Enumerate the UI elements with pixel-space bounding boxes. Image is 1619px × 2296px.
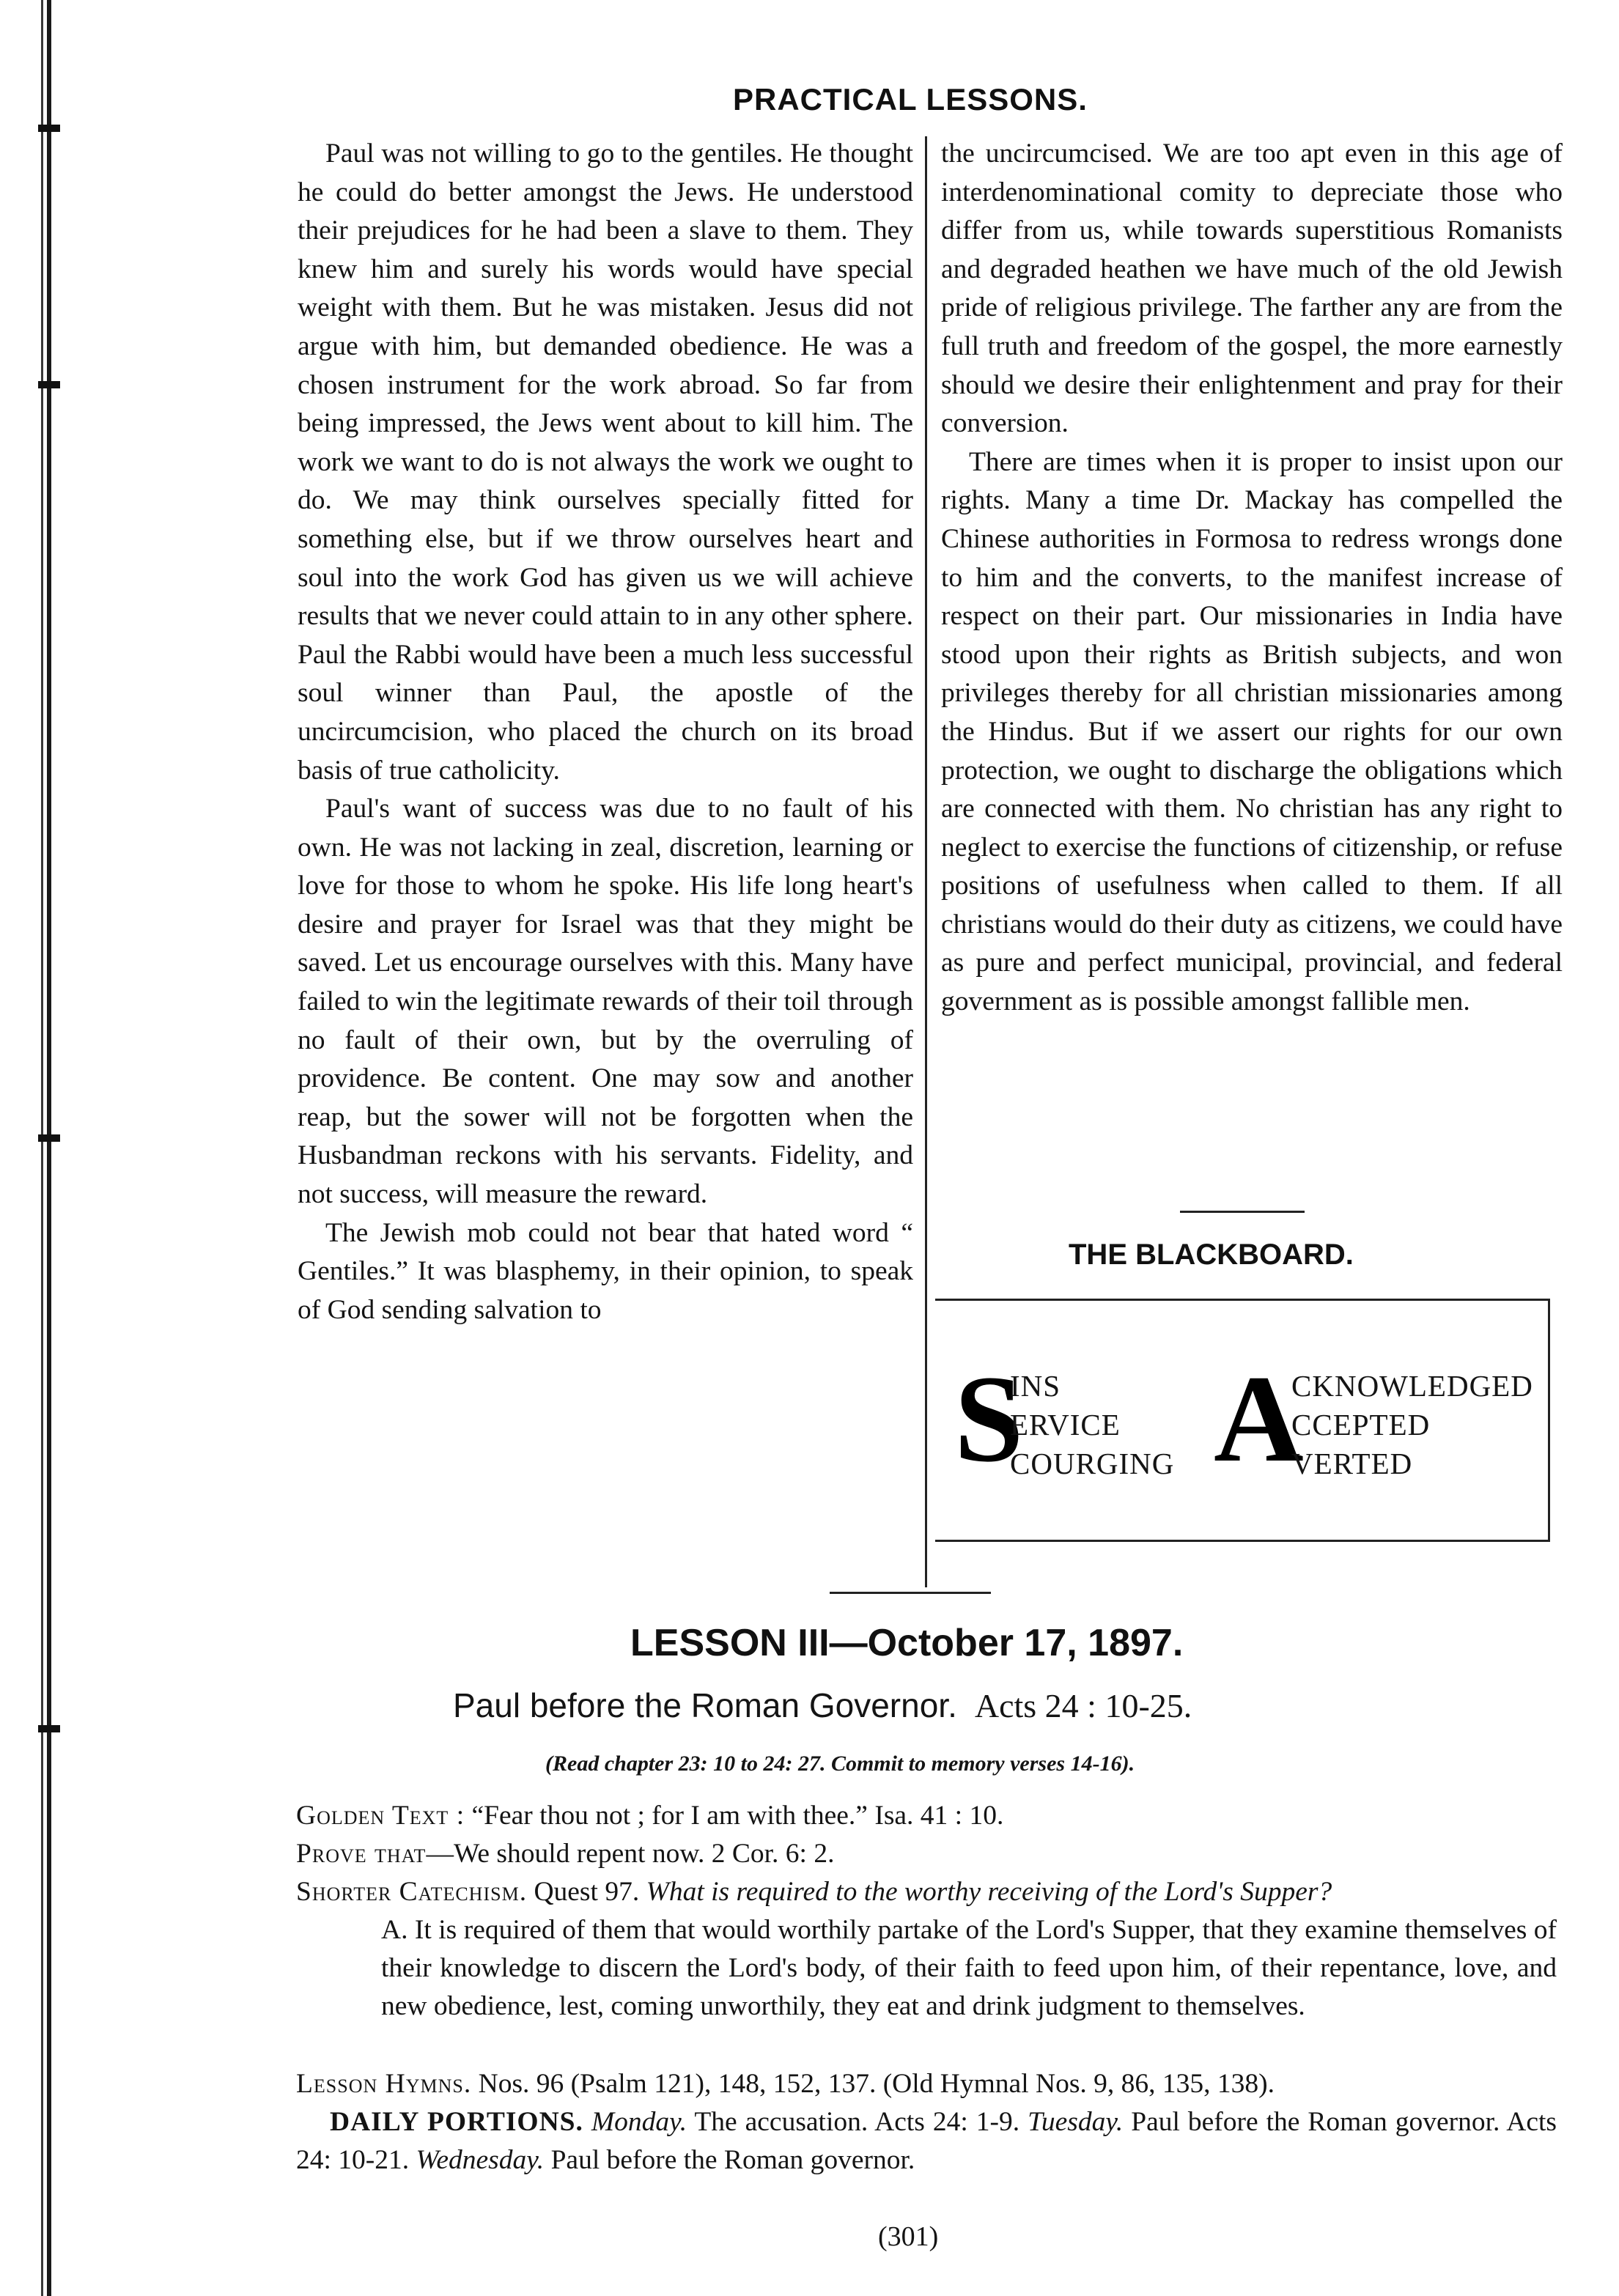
blackboard-word: CKNOWLEDGED [1291, 1369, 1533, 1403]
lesson-title: LESSON III—October 17, 1897. [630, 1622, 1184, 1664]
catechism-quest: Quest 97. [534, 1877, 640, 1907]
page-number: (301) [878, 2221, 939, 2252]
left-column [298, 135, 913, 1329]
daily-reading: The accusation. Acts 24: 1-9. [694, 2107, 1020, 2137]
golden-text-label: Golden Text : [296, 1801, 465, 1831]
page-binding-edge [47, 0, 51, 2296]
running-head: PRACTICAL LESSONS. [733, 82, 1088, 117]
daily-day: Wednesday. [416, 2145, 545, 2175]
blackboard-word: COURGING [1010, 1447, 1175, 1480]
paragraph: The Jewish mob could not bear that hated word “ Gentiles.” It was blasphemy, in their opinion, to speak of God sending salvation to [298, 1217, 913, 1325]
binding-mark [38, 381, 60, 388]
blackboard-left-initial: S [954, 1350, 1024, 1488]
blackboard-word: ERVICE [1010, 1408, 1121, 1442]
paragraph: There are times when it is proper to insist upon our rights. Many a time Dr. Mackay has compelled the Chinese authorities in Formosa to redress wrongs done to him and the converts, to the manifest increase of respect on their part. Our missionaries in India have stood upon their rights as British subjects, and won privileges thereby for all christian missionaries among the Hindus. But if we assert our rights for our own protection, we ought to discharge the obligations which are connected with them. No christian has any right to neglect to exercise the functions of citizenship, or refuse positions of usefulness when called to them. If all christians would do their duty as citizens, we could have as pure and perfect municipal, provincial, and federal government as is possible amongst fallible men. [941, 446, 1563, 1017]
paragraph: Paul was not willing to go to the gentiles. He thought he could do better amongst the Jews. He understood their prejudices for he had been a slave to them. They knew him and surely his words would have special weight with them. But he was mistaken. Jesus did not argue with him, but demanded obedience. He was a chosen instrument for the work abroad. So far from being impressed, the Jews went about to kill him. The work we want to do is not always the work we ought to do. We may think ourselves specially fitted for something else, but if we throw ourselves heart and soul into the work God has given us we will achieve results that we never could attain to in any other sphere. Paul the Rabbi would have been a much less successful soul winner than Paul, the apostle of the uncircumcision, who placed the church on its broad basis of true catholicity. [298, 139, 913, 786]
daily-label: DAILY PORTIONS. [330, 2107, 583, 2137]
catechism-label: Shorter Catechism. [296, 1877, 528, 1907]
lesson-scripture: Acts 24 : 10-25. [974, 1687, 1192, 1724]
catechism-question: What is required to the worthy receiving of the Lord's Supper? [646, 1877, 1332, 1907]
column-divider [925, 136, 927, 1587]
blackboard-word: CCEPTED [1291, 1408, 1431, 1442]
binding-mark [38, 1725, 60, 1732]
divider [1180, 1211, 1305, 1213]
reading-note: (Read chapter 23: 10 to 24: 27. Commit to memory verses 14-16). [545, 1751, 1135, 1776]
paragraph: Paul's want of success was due to no fault of his own. He was not lacking in zeal, discretion, learning or love for those to whom he spoke. His life long heart's desire and prayer for Israel was that they might be saved. Let us encourage ourselves with this. Many have failed to win the legitimate rewards of their toil through no fault of their own, but by the overruling of providence. Be content. One may sow and another reap, but the sower will not be forgotten when the Husbandman reckons with his servants. Fidelity, and not success, will measure the reward. [298, 794, 913, 1210]
golden-text-value: “Fear thou not ; for I am with thee.” Isa. 41 : 10. [471, 1801, 1004, 1831]
blackboard-content [954, 1350, 1541, 1488]
golden-text [296, 1797, 1557, 1835]
daily-day: Tuesday. [1028, 2107, 1124, 2137]
lesson-hymns [296, 2065, 1557, 2103]
prove-that-label: Prove that [296, 1839, 427, 1869]
daily-reading: Paul before the Roman governor. [550, 2145, 915, 2175]
prove-that [296, 1835, 1557, 1873]
blackboard-left-words [1010, 1367, 1174, 1483]
blackboard-word: INS [1010, 1369, 1061, 1403]
hymns-value: Nos. 96 (Psalm 121), 148, 152, 137. (Old Hymnal Nos. 9, 86, 135, 138). [478, 2069, 1275, 2099]
blackboard-box [935, 1299, 1550, 1542]
divider [830, 1592, 991, 1594]
daily-portions [296, 2103, 1557, 2179]
hymns-label: Lesson Hymns. [296, 2069, 472, 2099]
right-column [941, 135, 1563, 1022]
daily-reading: Paul before the Roman governor. Acts 24: 10-21. [296, 2107, 1557, 2175]
binding-mark [38, 1134, 60, 1142]
binding-mark [38, 125, 60, 132]
catechism-answer: A. It is required of them that would worthily partake of the Lord's Supper, that they examine themselves of their knowledge to discern the Lord's body, of their faith to feed upon him, of their repentance, love, and new obedience, lest, coming unworthily, they eat and drink judgment to themselves. [381, 1915, 1557, 2021]
shorter-catechism [296, 1873, 1557, 2026]
prove-that-value: —We should repent now. 2 Cor. 6: 2. [426, 1839, 835, 1869]
blackboard-word: VERTED [1291, 1447, 1413, 1480]
blackboard-right-initial: A [1214, 1350, 1304, 1488]
daily-day: Monday. [591, 2107, 687, 2137]
lesson-subtitle [453, 1686, 1192, 1725]
paragraph: the uncircumcised. We are too apt even in this age of interdenominational comity to depreciate those who differ from us, while towards superstitious Romanists and degraded heathen we have much of the old Jewish pride of religious privilege. The farther any are from the full truth and freedom of the gospel, the more earnestly should we desire their enlightenment and pray for their conversion. [941, 139, 1563, 439]
blackboard-title: THE BLACKBOARD. [1069, 1239, 1354, 1271]
blackboard-right-words [1291, 1367, 1533, 1483]
lesson-subtitle-text: Paul before the Roman Governor. [453, 1686, 957, 1724]
